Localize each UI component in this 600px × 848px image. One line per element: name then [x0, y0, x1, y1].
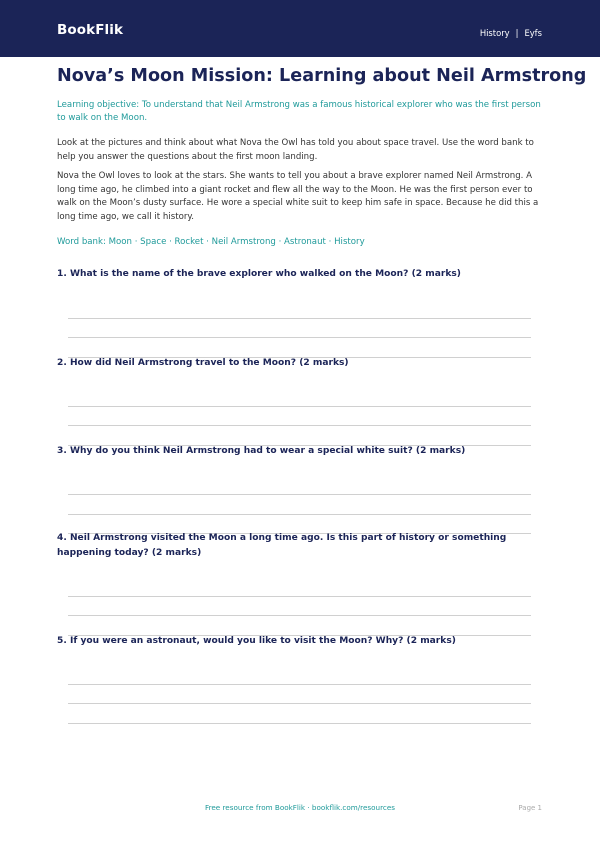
answer-line[interactable]: [68, 337, 531, 338]
answer-line[interactable]: [68, 494, 531, 495]
page-number: Page 1: [518, 804, 542, 812]
answer-line[interactable]: [68, 318, 531, 319]
answer-line[interactable]: [68, 684, 531, 685]
story-paragraph: Nova the Owl loves to look at the stars. She wants to tell you about a brave explorer named Neil Armstrong. A long time ago, he climbed into a giant rocket and flew all the way to the Moon. He was the first person ever to walk on the Moon’s dusty surface. He wore a special white suit to keep him safe in space. Because he did this a long time ago, we call it history.: [57, 171, 539, 222]
breadcrumb-separator: |: [515, 28, 519, 38]
footer-link[interactable]: Free resource from BookFlik · bookflik.com/resources: [204, 803, 396, 812]
intro-paragraph: Look at the pictures and think about what Nova the Owl has told you about space travel. Use the word bank to help you answer the questions about the first moon landing.: [57, 138, 534, 162]
answer-line[interactable]: [68, 723, 531, 724]
question-4: 4. Neil Armstrong visited the Moon a long time ago. Is this part of history or something happening today? (2 marks): [57, 533, 507, 558]
breadcrumb-item-eyfs[interactable]: Eyfs: [524, 28, 542, 38]
breadcrumb: [480, 28, 542, 38]
word-bank: Word bank: Moon · Space · Rocket · Neil Armstrong · Astronaut · History: [57, 237, 365, 247]
learning-objective: Learning objective: To understand that Neil Armstrong was a famous historical explorer who was the first person to walk on the Moon.: [57, 100, 541, 123]
answer-line[interactable]: [68, 425, 531, 426]
header-bar: [0, 0, 600, 57]
question-2: 2. How did Neil Armstrong travel to the Moon? (2 marks): [57, 358, 349, 368]
answer-line[interactable]: [68, 615, 531, 616]
brand-logo[interactable]: BookFlik: [57, 22, 124, 38]
question-5: 5. If you were an astronaut, would you like to visit the Moon? Why? (2 marks): [57, 636, 456, 646]
answer-line[interactable]: [68, 596, 531, 597]
question-1: 1. What is the name of the brave explorer who walked on the Moon? (2 marks): [57, 269, 461, 279]
answer-line[interactable]: [68, 406, 531, 407]
answer-line[interactable]: [68, 703, 531, 704]
breadcrumb-item-history[interactable]: History: [479, 28, 510, 38]
page-title: Nova’s Moon Mission: Learning about Neil Armstrong: [57, 66, 587, 86]
question-3: 3. Why do you think Neil Armstrong had to wear a special white suit? (2 marks): [57, 446, 466, 456]
answer-line[interactable]: [68, 514, 531, 515]
